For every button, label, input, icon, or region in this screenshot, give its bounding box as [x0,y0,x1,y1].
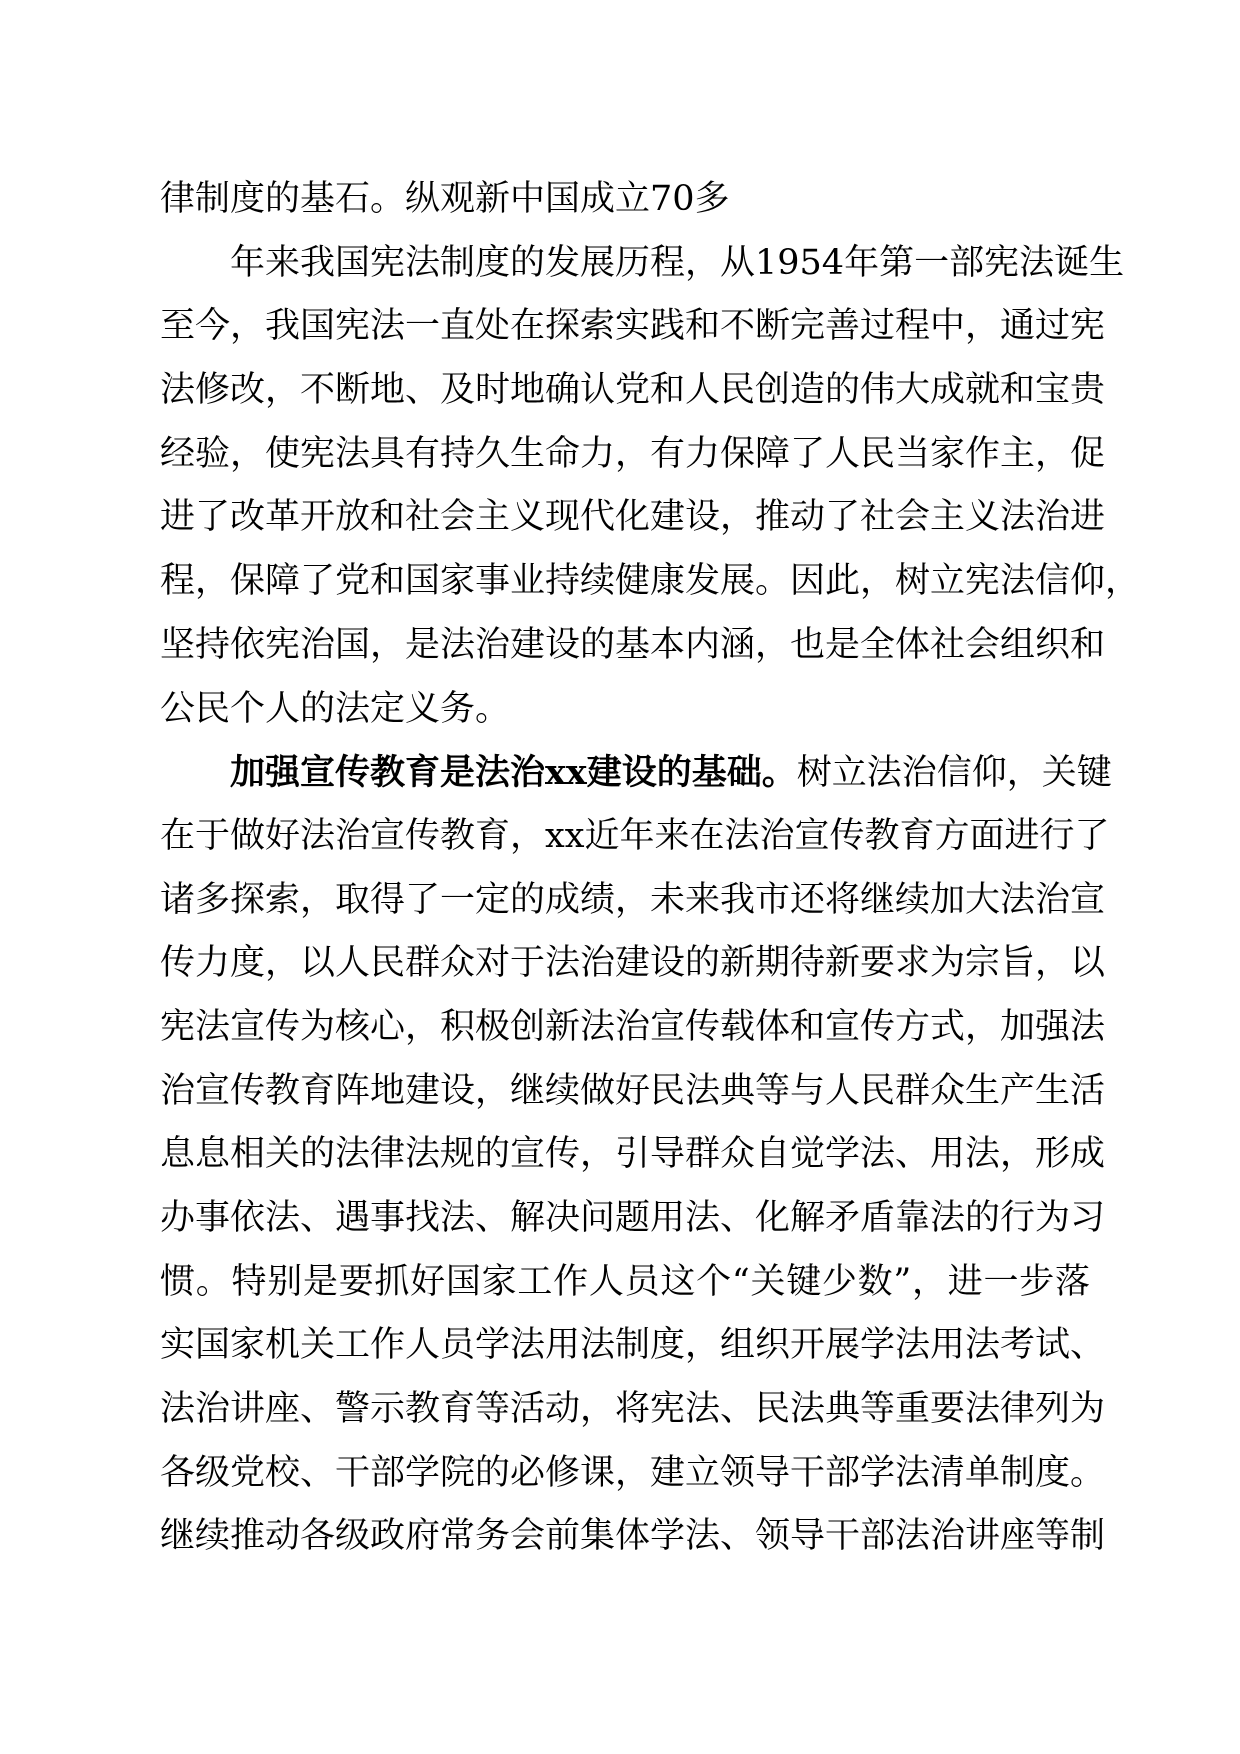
text-line-4: 法修改，不断地、及时地确认党和人民创造的伟大成就和宝贵 [160,370,1106,411]
text-line-13: 传力度，以人民群众对于法治建设的新期待新要求为宗旨，以 [160,943,1106,984]
text-line-16: 息息相关的法律法规的宣传，引导群众自觉学法、用法，形成 [160,1134,1106,1175]
section-heading-continuation: 树立法治信仰，关键 [796,753,1112,794]
text-line-8: 坚持依宪治国，是法治建设的基本内涵，也是全体社会组织和 [160,624,1106,665]
text-line-2: 年来我国宪法制度的发展历程，从1954年第一部宪法诞生 [230,242,1125,283]
text-line-9: 公民个人的法定义务。 [160,688,511,729]
section-heading: 加强宣传教育是法治xx建设的基础。 [230,752,797,794]
text-line-5: 经验，使宪法具有持久生命力，有力保障了人民当家作主，促 [160,433,1106,474]
text-line-21: 各级党校、干部学院的必修课，建立领导干部学法清单制度。 [160,1452,1106,1493]
text-line-3: 至今，我国宪法一直处在探索实践和不断完善过程中，通过宪 [160,306,1106,347]
text-line-1: 律制度的基石。纵观新中国成立70多 [160,179,730,219]
text-line-18: 惯。特别是要抓好国家工作人员这个“关键少数”，进一步落 [160,1261,1090,1302]
text-line-17: 办事依法、遇事找法、解决问题用法、化解矛盾靠法的行为习 [160,1198,1106,1238]
text-line-6: 进了改革开放和社会主义现代化建设，推动了社会主义法治进 [160,497,1106,538]
text-line-19: 实国家机关工作人员学法用法制度，组织开展学法用法考试、 [160,1325,1106,1366]
text-line-11: 在于做好法治宣传教育，xx近年来在法治宣传教育方面进行了 [160,815,1110,856]
text-line-14: 宪法宣传为核心，积极创新法治宣传载体和宣传方式，加强法 [160,1006,1106,1047]
text-line-22: 继续推动各级政府常务会前集体学法、领导干部法治讲座等制 [160,1516,1106,1557]
text-line-12: 诸多探索，取得了一定的成绩，未来我市还将继续加大法治宣 [160,879,1106,920]
body-text [160,168,1141,1569]
text-line-7: 程，保障了党和国家事业持续健康发展。因此，树立宪法信仰， [160,561,1141,602]
text-line-20: 法治讲座、警示教育等活动，将宪法、民法典等重要法律列为 [160,1389,1106,1430]
text-line-10 [160,741,1112,805]
text-line-15: 治宣传教育阵地建设，继续做好民法典等与人民群众生产生活 [160,1070,1106,1111]
